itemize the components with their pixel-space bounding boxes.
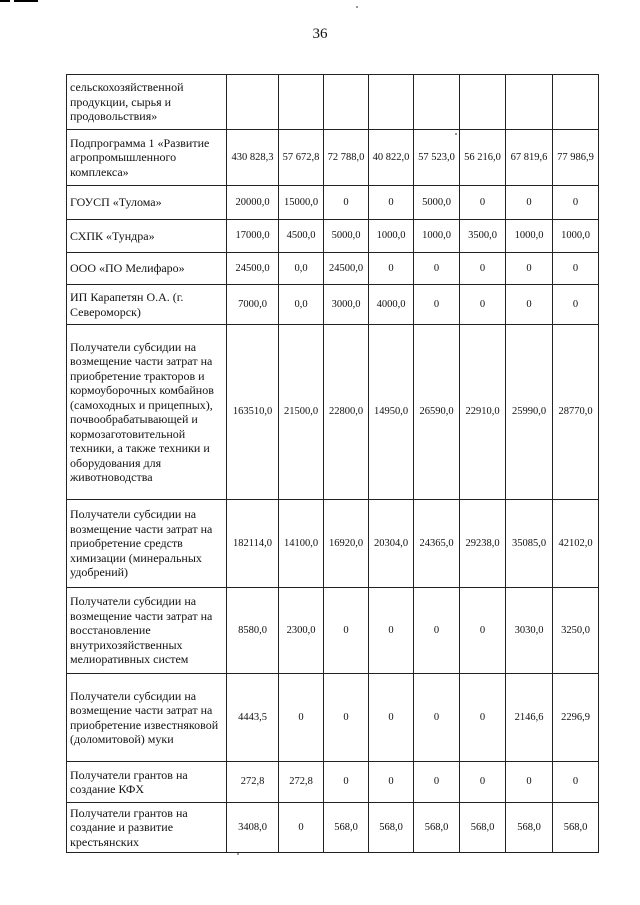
value-cell: 568,0 <box>324 803 369 853</box>
value-cell: 0 <box>506 762 553 803</box>
row-name-cell: ООО «ПО Мелифаро» <box>67 253 227 285</box>
value-cell: 0 <box>369 253 414 285</box>
value-cell: 0 <box>553 253 599 285</box>
value-cell <box>553 75 599 130</box>
value-cell: 0 <box>414 253 460 285</box>
value-cell: 67 819,6 <box>506 130 553 186</box>
scan-speck <box>455 133 457 135</box>
value-cell: 22910,0 <box>460 325 506 500</box>
value-cell: 430 828,3 <box>227 130 279 186</box>
value-cell: 0 <box>553 186 599 220</box>
row-name-cell: Получатели субсидии на возмещение части затрат на приобретение известняковой (доломитовой) муки <box>67 674 227 762</box>
value-cell: 0 <box>553 762 599 803</box>
value-cell: 56 216,0 <box>460 130 506 186</box>
value-cell: 568,0 <box>369 803 414 853</box>
row-name-cell: ИП Карапетян О.А. (г. Североморск) <box>67 285 227 325</box>
value-cell: 4443,5 <box>227 674 279 762</box>
scan-edge-mark <box>0 0 38 8</box>
value-cell: 0,0 <box>279 253 324 285</box>
value-cell: 3030,0 <box>506 588 553 674</box>
value-cell: 0 <box>369 762 414 803</box>
value-cell: 0 <box>460 186 506 220</box>
value-cell: 0,0 <box>279 285 324 325</box>
value-cell: 0 <box>324 762 369 803</box>
value-cell: 3500,0 <box>460 220 506 253</box>
value-cell: 1000,0 <box>506 220 553 253</box>
row-name-cell: сельскохозяйственной продукции, сырья и продовольствия» <box>67 75 227 130</box>
table-row <box>67 130 599 186</box>
value-cell: 16920,0 <box>324 500 369 588</box>
row-name-cell: Получатели грантов на создание и развитие крестьянских <box>67 803 227 853</box>
value-cell: 0 <box>506 285 553 325</box>
row-name-cell: Получатели субсидии на возмещение части затрат на приобретение средств химизации (минеральных удобрений) <box>67 500 227 588</box>
value-cell: 40 822,0 <box>369 130 414 186</box>
value-cell: 21500,0 <box>279 325 324 500</box>
value-cell: 568,0 <box>553 803 599 853</box>
value-cell: 3408,0 <box>227 803 279 853</box>
row-name-cell: Получатели субсидии на возмещение части затрат на приобретение тракторов и кормоуборочных комбайнов (самоходных и прицепных), почвообрабатывающей и кормозаготовительной техники, а также техники и оборудования для животноводства <box>67 325 227 500</box>
value-cell <box>369 75 414 130</box>
value-cell: 0 <box>414 285 460 325</box>
table-row <box>67 253 599 285</box>
value-cell: 77 986,9 <box>553 130 599 186</box>
value-cell: 163510,0 <box>227 325 279 500</box>
value-cell: 0 <box>369 588 414 674</box>
table-row <box>67 220 599 253</box>
value-cell: 272,8 <box>227 762 279 803</box>
row-name-cell: Получатели субсидии на возмещение части затрат на восстановление внутрихозяйственных мелиоративных систем <box>67 588 227 674</box>
value-cell: 20000,0 <box>227 186 279 220</box>
value-cell: 4000,0 <box>369 285 414 325</box>
table-row <box>67 803 599 853</box>
value-cell <box>324 75 369 130</box>
table-row <box>67 75 599 130</box>
value-cell: 15000,0 <box>279 186 324 220</box>
value-cell: 1000,0 <box>553 220 599 253</box>
value-cell: 0 <box>324 186 369 220</box>
value-cell: 4500,0 <box>279 220 324 253</box>
scan-speck <box>237 853 239 855</box>
value-cell: 0 <box>414 762 460 803</box>
table-row <box>67 588 599 674</box>
value-cell: 2300,0 <box>279 588 324 674</box>
value-cell <box>279 75 324 130</box>
value-cell: 3250,0 <box>553 588 599 674</box>
value-cell: 0 <box>553 285 599 325</box>
value-cell: 568,0 <box>460 803 506 853</box>
value-cell: 0 <box>414 588 460 674</box>
value-cell <box>414 75 460 130</box>
value-cell: 568,0 <box>506 803 553 853</box>
value-cell: 0 <box>324 674 369 762</box>
value-cell: 1000,0 <box>369 220 414 253</box>
value-cell: 0 <box>369 186 414 220</box>
value-cell: 0 <box>506 253 553 285</box>
value-cell: 25990,0 <box>506 325 553 500</box>
table-row <box>67 674 599 762</box>
value-cell: 2296,9 <box>553 674 599 762</box>
value-cell: 0 <box>460 674 506 762</box>
value-cell: 20304,0 <box>369 500 414 588</box>
budget-table <box>66 74 599 853</box>
value-cell: 14100,0 <box>279 500 324 588</box>
value-cell: 568,0 <box>414 803 460 853</box>
value-cell: 5000,0 <box>324 220 369 253</box>
value-cell: 272,8 <box>279 762 324 803</box>
row-name-cell: СХПК «Тундра» <box>67 220 227 253</box>
value-cell: 22800,0 <box>324 325 369 500</box>
value-cell: 5000,0 <box>414 186 460 220</box>
value-cell <box>506 75 553 130</box>
value-cell: 3000,0 <box>324 285 369 325</box>
value-cell: 1000,0 <box>414 220 460 253</box>
value-cell: 0 <box>324 588 369 674</box>
value-cell: 8580,0 <box>227 588 279 674</box>
table-row <box>67 186 599 220</box>
row-name-cell: Подпрограмма 1 «Развитие агропромышленного комплекса» <box>67 130 227 186</box>
value-cell: 28770,0 <box>553 325 599 500</box>
value-cell: 72 788,0 <box>324 130 369 186</box>
scan-speck <box>356 6 358 8</box>
value-cell: 29238,0 <box>460 500 506 588</box>
row-name-cell: ГОУСП «Тулома» <box>67 186 227 220</box>
value-cell: 0 <box>506 186 553 220</box>
value-cell: 2146,6 <box>506 674 553 762</box>
table-row <box>67 500 599 588</box>
value-cell <box>227 75 279 130</box>
value-cell: 0 <box>279 803 324 853</box>
value-cell: 57 523,0 <box>414 130 460 186</box>
value-cell: 35085,0 <box>506 500 553 588</box>
value-cell: 0 <box>460 762 506 803</box>
value-cell: 7000,0 <box>227 285 279 325</box>
value-cell: 24365,0 <box>414 500 460 588</box>
table-row <box>67 285 599 325</box>
value-cell: 17000,0 <box>227 220 279 253</box>
value-cell: 26590,0 <box>414 325 460 500</box>
value-cell: 0 <box>414 674 460 762</box>
value-cell: 24500,0 <box>227 253 279 285</box>
value-cell: 57 672,8 <box>279 130 324 186</box>
value-cell: 42102,0 <box>553 500 599 588</box>
table-row <box>67 762 599 803</box>
row-name-cell: Получатели грантов на создание КФХ <box>67 762 227 803</box>
value-cell: 24500,0 <box>324 253 369 285</box>
value-cell: 0 <box>460 588 506 674</box>
value-cell: 182114,0 <box>227 500 279 588</box>
value-cell: 0 <box>460 253 506 285</box>
value-cell: 14950,0 <box>369 325 414 500</box>
page-number: 36 <box>312 26 328 42</box>
table-row <box>67 325 599 500</box>
value-cell <box>460 75 506 130</box>
value-cell: 0 <box>460 285 506 325</box>
value-cell: 0 <box>279 674 324 762</box>
value-cell: 0 <box>369 674 414 762</box>
